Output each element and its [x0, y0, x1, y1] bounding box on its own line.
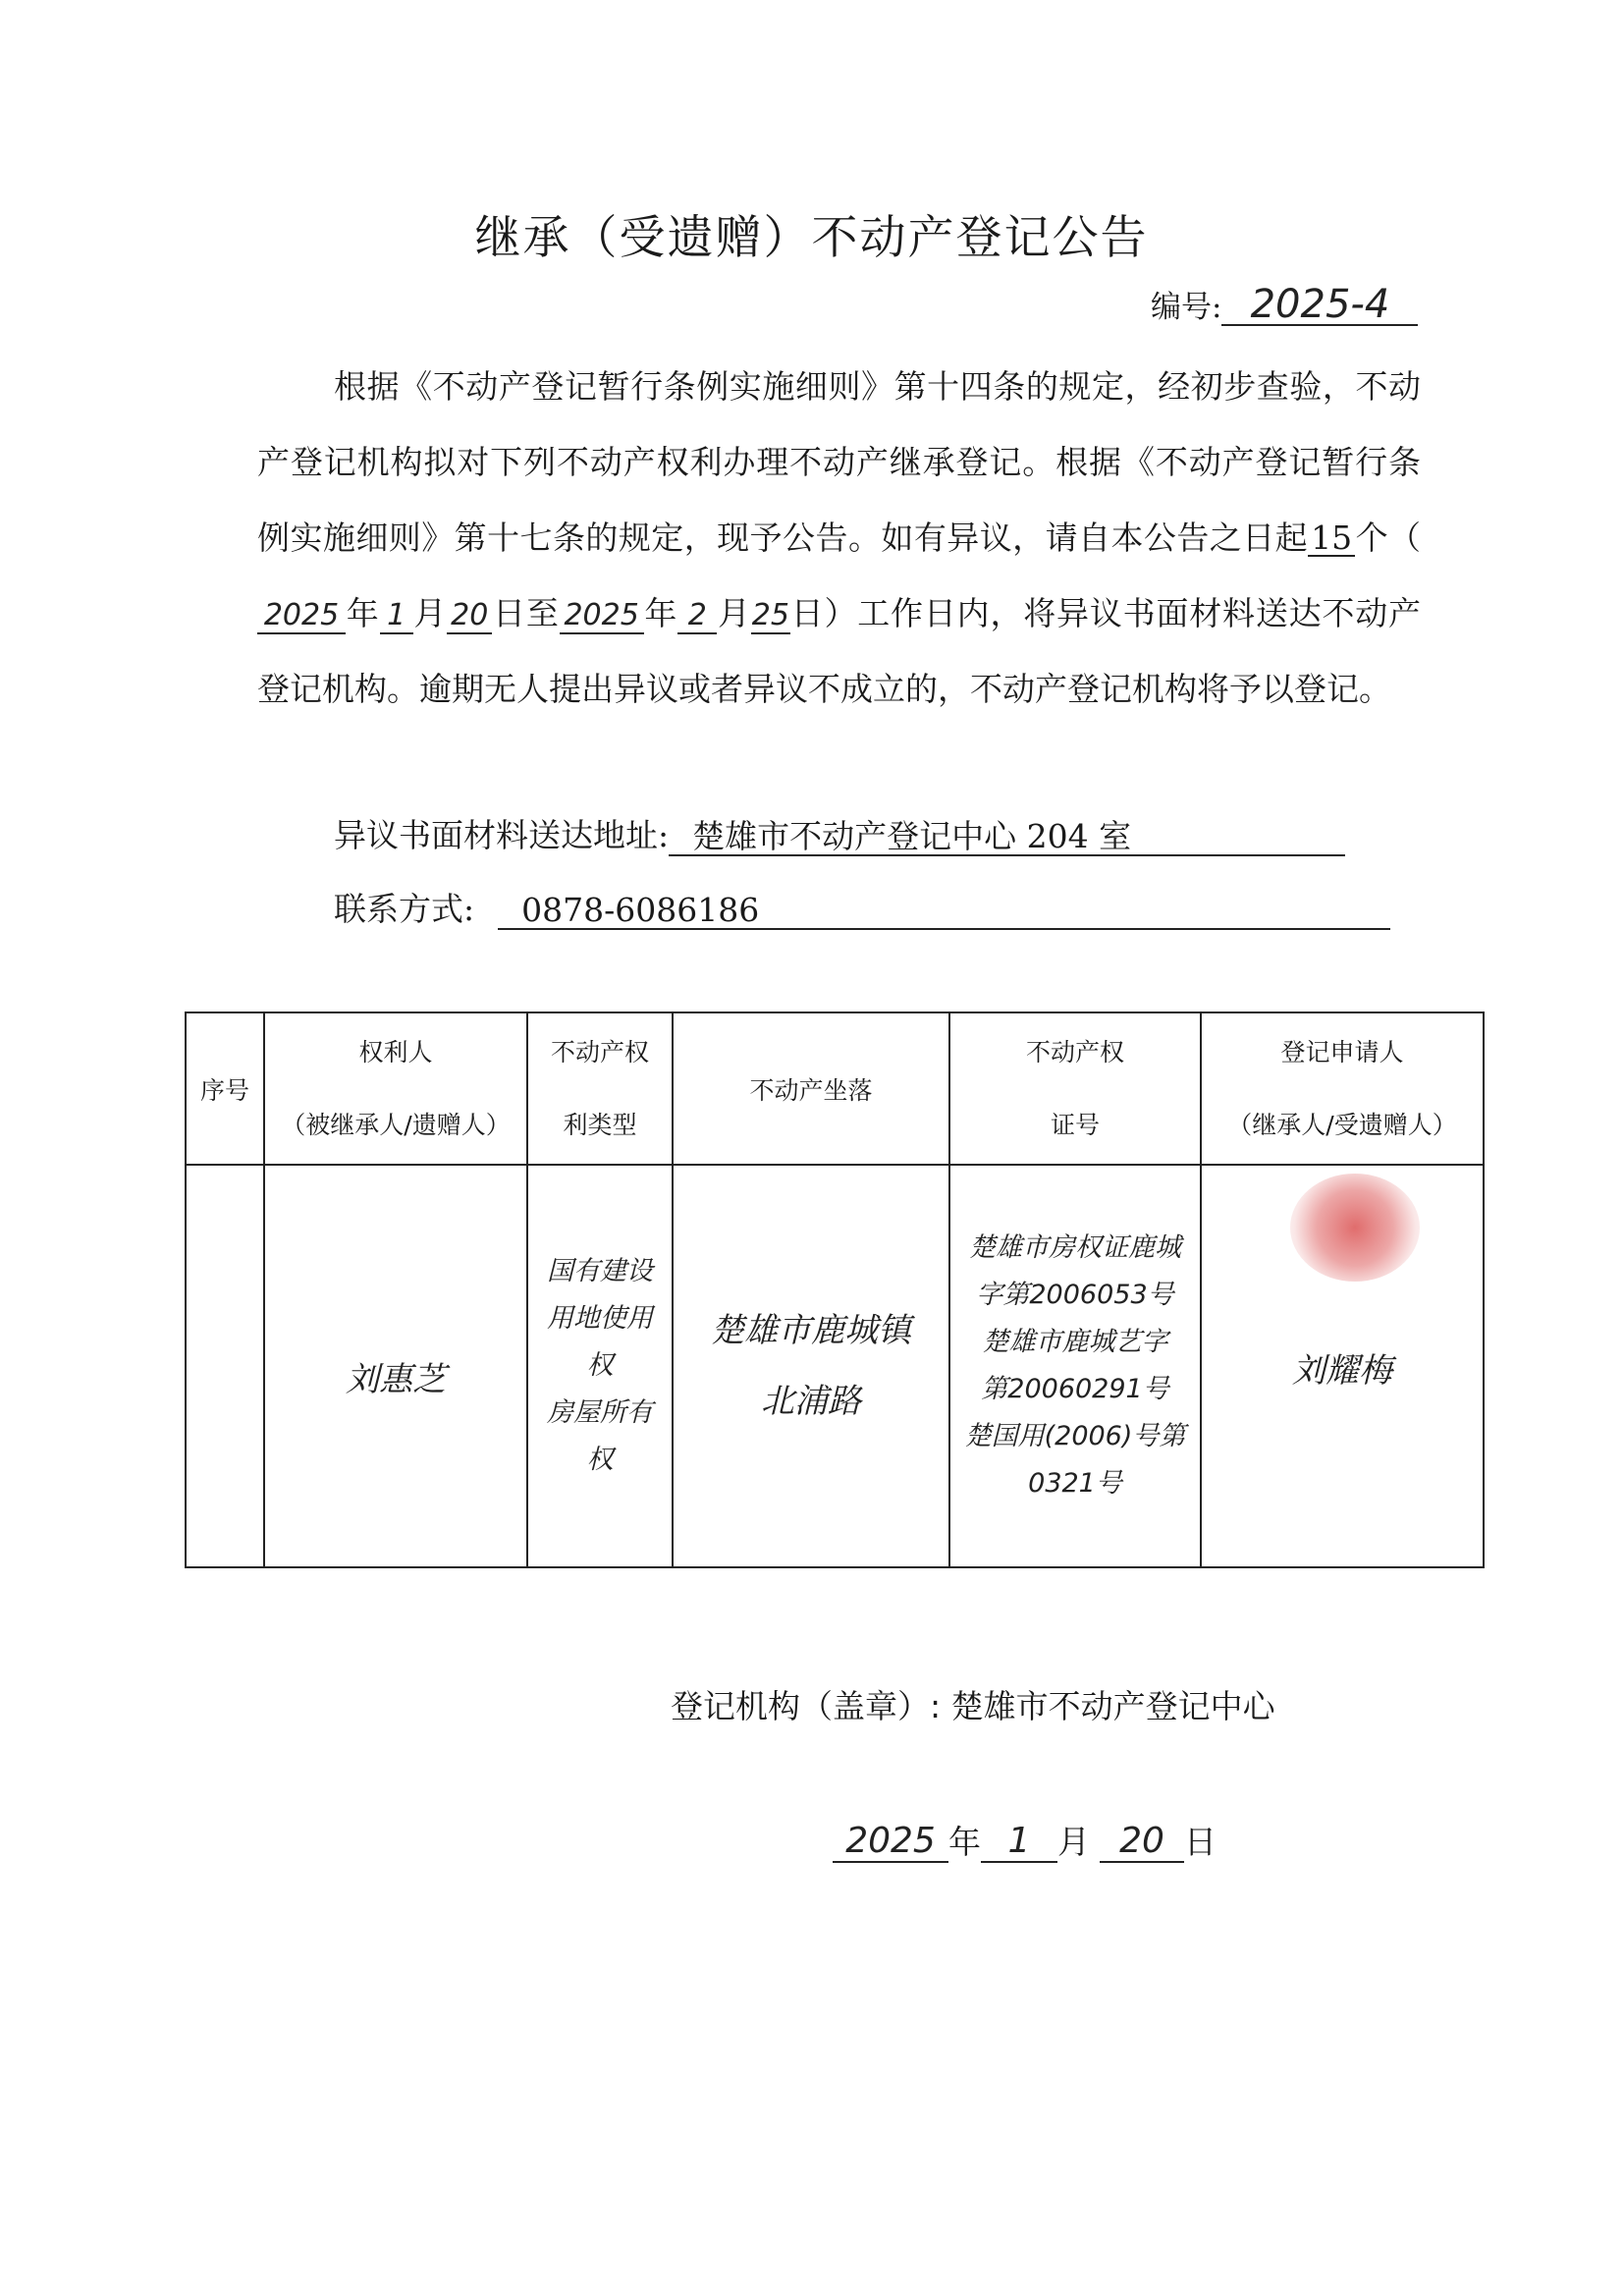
header-type-line2: 利类型: [563, 1110, 637, 1139]
notice-text-3: 个（: [1355, 519, 1422, 557]
end-year: 2025: [560, 599, 644, 634]
property-table: [185, 1011, 1485, 1568]
cell-cert-line3: 楚雄市鹿城艺字: [982, 1327, 1168, 1357]
header-location: 不动产坐落: [673, 1012, 949, 1165]
address-value: 楚雄市不动产登记中心 204 室: [669, 819, 1345, 856]
header-holder-line1: 权利人: [358, 1037, 433, 1066]
notice-body: [257, 349, 1421, 727]
notice-paragraph: [257, 349, 1421, 727]
red-fingerprint-stamp: [1290, 1174, 1420, 1282]
start-year: 2025: [257, 599, 346, 634]
days-count: 15: [1308, 521, 1355, 557]
cell-type-line4: 房屋所有权: [547, 1397, 653, 1475]
contact-value: 0878-6086186: [498, 893, 1390, 930]
notice-text-7: 年: [643, 594, 678, 632]
header-applicant-line1: 登记申请人: [1280, 1037, 1404, 1066]
header-applicant: [1201, 1012, 1484, 1165]
cell-cert-line6: 0321号: [1028, 1468, 1122, 1499]
cell-type-line3: 权: [586, 1350, 614, 1381]
table-row: [186, 1165, 1484, 1567]
notice-text-8: 月: [717, 594, 751, 632]
doc-number: [1151, 282, 1418, 326]
cell-cert-line5: 楚国用(2006)号第: [964, 1421, 1186, 1451]
address-field: [334, 810, 1345, 856]
org-value: 楚雄市不动产登记中心: [950, 1687, 1275, 1725]
registration-organ: [671, 1681, 1275, 1727]
notice-text-2: 请自本公告之日起: [1045, 519, 1309, 557]
header-type: [527, 1012, 673, 1165]
start-day: 20: [447, 599, 492, 634]
header-cert-line1: 不动产权: [1025, 1037, 1124, 1066]
cell-type-line1: 国有建设: [547, 1256, 653, 1286]
cell-cert-line4: 第20060291号: [981, 1374, 1169, 1404]
doc-number-label: 编号:: [1151, 290, 1222, 325]
date-year: 2025: [833, 1822, 948, 1863]
header-type-line1: 不动产权: [550, 1037, 649, 1066]
start-month: 1: [380, 599, 413, 634]
header-seq: 序号: [186, 1012, 264, 1165]
notice-text-1: 根据《不动产登记暂行条例实施细则》第十四条的规定，经初步查验，不动产登记机构拟对下列不动产权利办理不动产继承登记。根据《不动产登记暂行条例实施细则》第十七条的规定，现予公告。如有异议，: [257, 367, 1421, 557]
doc-number-value: 2025-4: [1221, 285, 1418, 326]
header-holder-line2: （被继承人/遗赠人）: [281, 1110, 511, 1139]
cell-holder: 刘惠芝: [264, 1165, 527, 1567]
notice-text-4: 年: [346, 594, 380, 632]
cell-location: [673, 1165, 949, 1567]
cell-cert: [949, 1165, 1201, 1567]
cell-cert-line2: 字第2006053号: [976, 1280, 1174, 1310]
date-year-unit: 年: [948, 1823, 981, 1861]
header-cert: [949, 1012, 1201, 1165]
header-cert-line2: 证号: [1050, 1110, 1100, 1139]
end-month: 2: [677, 599, 717, 634]
contact-label: 联系方式:: [334, 890, 475, 928]
date-month: 1: [981, 1822, 1057, 1863]
cell-applicant: [1201, 1165, 1484, 1567]
cell-type: [527, 1165, 673, 1567]
end-day: 25: [751, 598, 789, 632]
page-title: 继承（受遗赠）不动产登记公告: [474, 211, 1149, 265]
cell-location-line2: 北浦路: [761, 1382, 861, 1421]
date-day: 20: [1100, 1822, 1184, 1863]
notice-text-6: 日至: [492, 594, 560, 632]
contact-field: [334, 884, 1390, 930]
table-header-row: [186, 1012, 1484, 1165]
header-holder: [264, 1012, 527, 1165]
notice-text-5: 月: [412, 594, 448, 632]
cell-cert-line1: 楚雄市房权证鹿城: [969, 1232, 1181, 1263]
date-day-unit: 日: [1184, 1823, 1217, 1861]
header-applicant-line2: （继承人/受遗赠人）: [1227, 1110, 1457, 1139]
cell-type-line2: 用地使用: [547, 1303, 653, 1334]
cell-applicant-name: 刘耀梅: [1292, 1351, 1392, 1391]
notice-text-9: 日）工作日内，将异议书面材料送达不动产登记机构。逾期无人提出异议或者异议不成立的，不动产登记机构将予以登记。: [257, 594, 1422, 708]
signature-date: [833, 1817, 1217, 1863]
cell-location-line1: 楚雄市鹿城镇: [711, 1311, 911, 1350]
org-label: 登记机构（盖章）:: [671, 1687, 942, 1725]
cell-seq: [186, 1165, 264, 1567]
address-label: 异议书面材料送达地址:: [334, 816, 670, 854]
date-month-unit: 月: [1057, 1823, 1090, 1861]
